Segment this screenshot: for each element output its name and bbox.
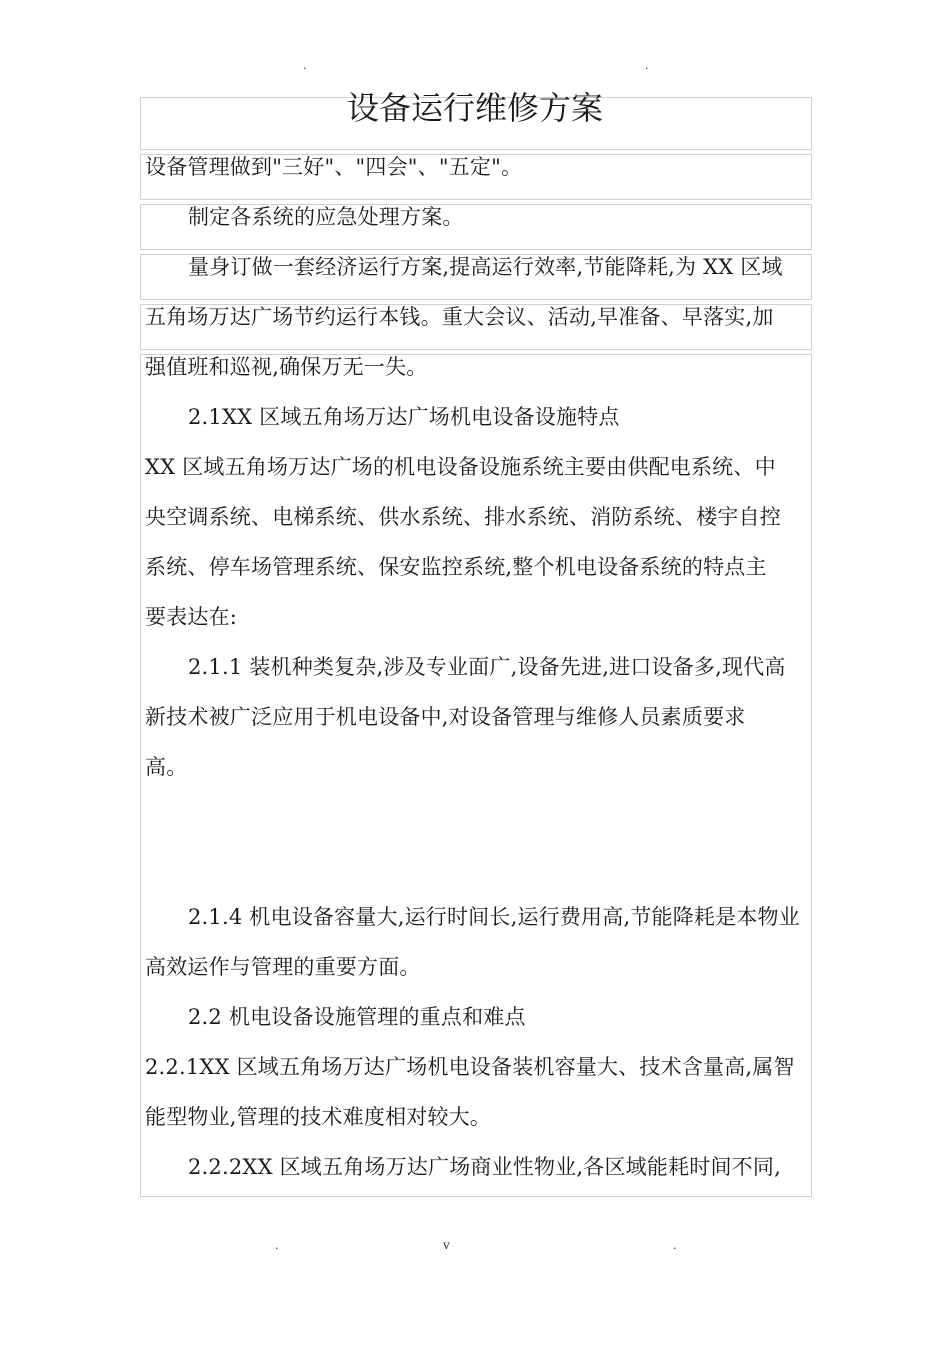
paragraph-line: 要表达在:: [145, 605, 238, 629]
footer-left-mark: .: [275, 1239, 279, 1252]
paragraph-line: 设备管理做到"三好"、"四会"、"五定"。: [145, 155, 523, 179]
paragraph-line: XX 区域五角场万达广场的机电设备设施系统主要由供配电系统、中: [145, 455, 776, 479]
footer-center-mark: v: [443, 1238, 450, 1252]
footer-right-mark: .: [673, 1239, 677, 1252]
paragraph-line: 高效运作与管理的重要方面。: [145, 955, 421, 979]
paragraph-line: 2.2.2XX 区域五角场万达广场商业性物业,各区域能耗时间不同,: [188, 1155, 781, 1179]
paragraph-line: 新技术被广泛应用于机电设备中,对设备管理与维修人员素质要求: [145, 705, 746, 729]
header-right-mark: .: [645, 59, 649, 72]
paragraph-line: 量身订做一套经济运行方案,提高运行效率,节能降耗,为 XX 区域: [188, 255, 783, 279]
paragraph-line: 系统、停车场管理系统、保安监控系统,整个机电设备系统的特点主: [145, 555, 767, 579]
header-left-mark: .: [303, 59, 307, 72]
section-heading: 2.1XX 区域五角场万达广场机电设备设施特点: [188, 405, 620, 429]
section-heading: 2.2 机电设备设施管理的重点和难点: [188, 1005, 526, 1029]
paragraph-line: 2.2.1XX 区域五角场万达广场机电设备装机容量大、技术含量高,属智: [145, 1055, 795, 1079]
paragraph-line: 央空调系统、电梯系统、供水系统、排水系统、消防系统、楼宇自控: [145, 505, 781, 529]
paragraph-line: 高。: [145, 755, 188, 779]
paragraph-line: 五角场万达广场节约运行本钱。重大会议、活动,早准备、早落实,加: [145, 305, 774, 329]
paragraph-line: 2.1.4 机电设备容量大,运行时间长,运行费用高,节能降耗是本物业: [188, 905, 800, 929]
paragraph-line: 能型物业,管理的技术难度相对较大。: [145, 1105, 492, 1129]
paragraph-line: 2.1.1 装机种类复杂,涉及专业面广,设备先进,进口设备多,现代高: [188, 655, 786, 679]
page-title: 设备运行维修方案: [346, 89, 603, 127]
paragraph-line: 强值班和巡视,确保万无一失。: [145, 355, 428, 379]
paragraph-line: 制定各系统的应急处理方案。: [188, 205, 464, 229]
